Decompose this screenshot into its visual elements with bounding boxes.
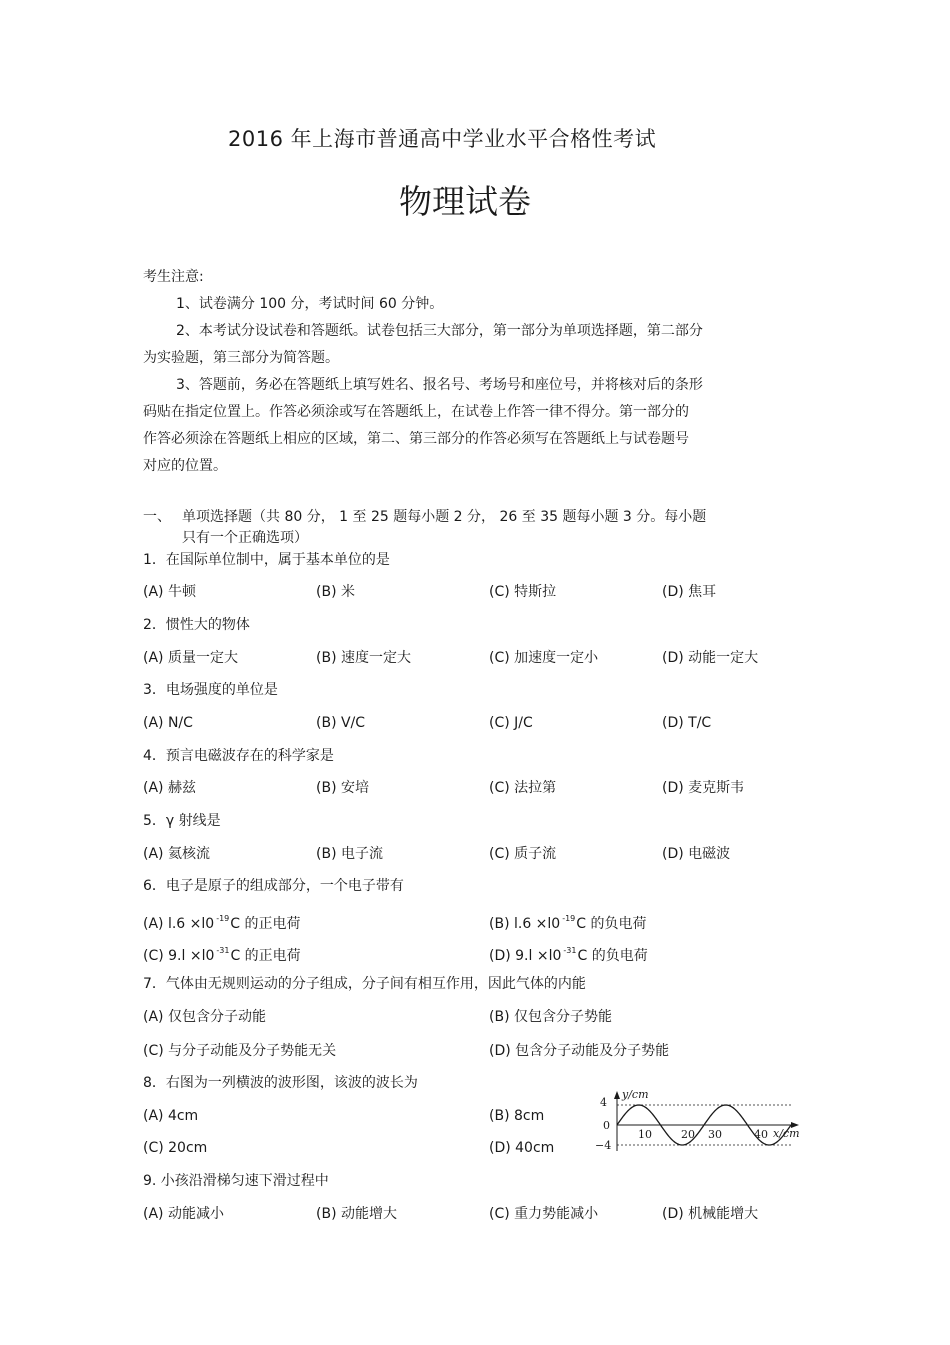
option-text: (B) l.6 ×l0: [489, 916, 561, 932]
option-text: C 的正电荷: [230, 948, 301, 964]
option-c: (C) 与分子动能及分子势能无关: [143, 1043, 337, 1059]
section-number: 一、: [143, 509, 171, 525]
x-tick-label: 40: [754, 1128, 768, 1141]
option-a: [143, 909, 301, 934]
question-stem: 6．电子是原子的组成部分，一个电子带有: [143, 878, 404, 894]
y-axis-arrow: [614, 1091, 620, 1099]
option-a: (A) 动能减小: [143, 1206, 224, 1222]
section-instructions: 单项选择题（共 80 分， 1 至 25 题每小题 2 分， 26 至 35 题每小题 3 分。每小题: [182, 509, 707, 525]
y-tick-label: −4: [595, 1139, 612, 1152]
option-text: (D) 9.l ×l0: [489, 948, 562, 964]
option-a: (A) 质量一定大: [143, 650, 238, 666]
option-a: (A) 赫兹: [143, 780, 196, 796]
option-b: (B) 8cm: [489, 1108, 545, 1124]
option-a: (A) 4cm: [143, 1108, 199, 1124]
option-b: [489, 909, 647, 934]
option-d: (D) 机械能增大: [662, 1206, 759, 1222]
notice-line: 为实验题，第三部分为简答题。: [143, 350, 339, 366]
option-a: (A) 牛顿: [143, 584, 196, 600]
option-d: (D) 麦克斯韦: [662, 780, 745, 796]
option-b: (B) 速度一定大: [316, 650, 411, 666]
question-stem: 1．在国际单位制中，属于基本单位的是: [143, 552, 390, 568]
option-c: (C) 特斯拉: [489, 584, 557, 600]
exponent: -31: [563, 946, 577, 955]
question-stem: 3．电场强度的单位是: [143, 682, 278, 698]
notice-line: 作答必须涂在答题纸上相应的区域，第二、第三部分的作答必须写在答题纸上与试卷题号: [143, 431, 689, 447]
y-tick-label: 4: [600, 1096, 607, 1109]
option-text: C 的负电荷: [576, 916, 647, 932]
option-c: (C) 质子流: [489, 846, 557, 862]
option-b: (B) 安培: [316, 780, 369, 796]
option-a: (A) N/C: [143, 715, 193, 731]
option-c: (C) 20cm: [143, 1140, 208, 1156]
notice-line: 码贴在指定位置上。作答必须涂或写在答题纸上，在试卷上作答一律不得分。第一部分的: [143, 404, 689, 420]
option-c: (C) 法拉第: [489, 780, 557, 796]
option-b: (B) 动能增大: [316, 1206, 397, 1222]
question-stem: 4．预言电磁波存在的科学家是: [143, 748, 334, 764]
question-stem: 7．气体由无规则运动的分子组成，分子间有相互作用，因此气体的内能: [143, 976, 586, 992]
exam-subtitle: 物理试卷: [399, 182, 531, 221]
option-text: (C) 9.l ×l0: [143, 948, 215, 964]
wave-graph: [590, 1089, 805, 1155]
x-axis-label: x/cm: [773, 1127, 800, 1140]
y-axis-label: y/cm: [622, 1089, 649, 1101]
notice-heading: 考生注意:: [143, 269, 204, 285]
question-stem: 5．γ 射线是: [143, 813, 221, 829]
exam-title: 2016 年上海市普通高中学业水平合格性考试: [228, 127, 657, 151]
x-tick-label: 10: [638, 1128, 652, 1141]
option-c: (C) 加速度一定小: [489, 650, 599, 666]
x-tick-label: 30: [708, 1128, 722, 1141]
question-stem: 9. 小孩沿滑梯匀速下滑过程中: [143, 1173, 329, 1189]
option-a: (A) 仅包含分子动能: [143, 1009, 266, 1025]
exponent: -19: [216, 914, 230, 923]
option-b: (B) 米: [316, 584, 355, 600]
option-text: C 的正电荷: [230, 916, 301, 932]
x-tick-label: 20: [681, 1128, 695, 1141]
option-c: (C) J/C: [489, 715, 533, 731]
notice-line: 1、试卷满分 100 分，考试时间 60 分钟。: [176, 296, 444, 312]
option-text: (A) l.6 ×l0: [143, 916, 215, 932]
exponent: -31: [216, 946, 230, 955]
option-c: [143, 941, 301, 966]
option-d: (D) 包含分子动能及分子势能: [489, 1043, 670, 1059]
notice-line: 2、本考试分设试卷和答题纸。试卷包括三大部分，第一部分为单项选择题，第二部分: [176, 323, 703, 339]
option-d: (D) 焦耳: [662, 584, 717, 600]
option-d: [489, 941, 648, 966]
exponent: -19: [562, 914, 576, 923]
option-d: (D) 动能一定大: [662, 650, 759, 666]
question-stem: 2．惯性大的物体: [143, 617, 250, 633]
question-stem: 8．右图为一列横波的波形图，该波的波长为: [143, 1075, 418, 1091]
option-text: C 的负电荷: [577, 948, 648, 964]
option-d: (D) 电磁波: [662, 846, 731, 862]
option-b: (B) 电子流: [316, 846, 383, 862]
option-a: (A) 氦核流: [143, 846, 210, 862]
y-tick-label: 0: [603, 1119, 610, 1132]
option-d: (D) 40cm: [489, 1140, 555, 1156]
notice-line: 对应的位置。: [143, 458, 227, 474]
option-b: (B) 仅包含分子势能: [489, 1009, 612, 1025]
option-d: (D) T/C: [662, 715, 712, 731]
option-b: (B) V/C: [316, 715, 366, 731]
option-c: (C) 重力势能减小: [489, 1206, 599, 1222]
section-instructions: 只有一个正确选项）: [182, 530, 308, 546]
notice-line: 3、答题前，务必在答题纸上填写姓名、报名号、考场号和座位号，并将核对后的条形: [176, 377, 703, 393]
